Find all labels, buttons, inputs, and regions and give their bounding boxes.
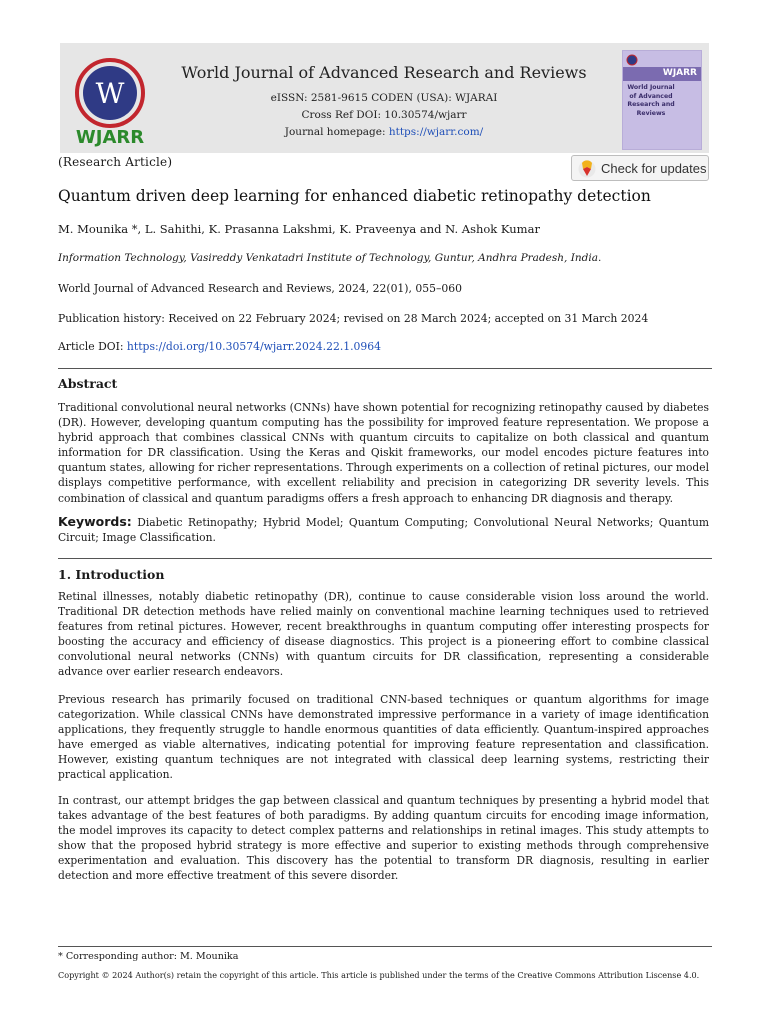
paragraph: Retinal illnesses, notably diabetic retinopathy (DR), continue to cause considerable vision loss around the world. Traditional DR detection methods have relied mainly on conventional machine learning techniques used to retrieved features from retinal pictures. However, recent breakthroughs in quantum computing offer interesting prospects for boosting the accuracy and efficiency of disease diagnostics. This project is a pioneering effort to combine classical convolutional neural networks (CNNs) with quantum circuits for DR classification, representing a considerable advance over earlier research endeavors. [58,590,709,679]
abstract-text: Traditional convolutional neural networks (CNNs) have shown potential for recognizing retinopathy caused by diabetes (DR). However, developing quantum computing has the possibility for improved feature representation. We propose a hybrid approach that combines classical CNNs with quantum circuits to capitalize on both classical and quantum information for DR classification. Using the Keras and Qiskit frameworks, our model encodes picture features into quantum states, allowing for richer representations. Through experiments on a collection of retinal pictures, our model displays competitive performance, with excellent reliability and precision in categorizing DR severity levels. This combination of classical and quantum paradigms offers a fresh approach to enhancing DR diagnosis and therapy. [58,401,709,505]
affiliation: Information Technology, Vasireddy Venkatadri Institute of Technology, Guntur, Andhra Pradesh, India. [58,252,602,264]
divider [58,368,712,369]
homepage-label: Journal homepage: [284,126,389,138]
check-for-updates-label: Check for updates [601,161,707,176]
issn-line: eISSN: 2581-9615 CODEN (USA): WJARAI [270,92,498,104]
logo-letter: W [95,77,125,110]
cover-acronym: WJARR [662,68,697,78]
keywords [58,514,709,545]
check-for-updates-button[interactable] [571,155,709,181]
corresponding-author: * Corresponding author: M. Mounika [58,951,239,962]
paragraph: In contrast, our attempt bridges the gap between classical and quantum techniques by presenting a hybrid model that takes advantage of the best features of both paradigms. By adding quantum circuits for encoding image information, the model improves its capacity to detect complex patterns and relationships in retinal images. This study attempts to show that the proposed hybrid strategy is more effective and superior to existing methods through comprehensive experimentation and evaluation. This discovery has the potential to transform DR diagnosis, resulting in earlier detection and more effective treatment of this severe disorder. [58,794,709,883]
journal-cover [622,50,702,150]
abstract-heading: Abstract [58,376,118,391]
keywords-label: Keywords: [58,514,132,529]
paragraph: Previous research has primarily focused on traditional CNN-based techniques or quantum algorithms for image categorization. While classical CNNs have demonstrated impressive performance in a variety of image identification applications, they frequently struggle to handle enormous quantities of data efficiently. Quantum-inspired approaches have emerged as viable alternatives, indicating potential for improving feature representation and classification. However, existing quantum techniques are not integrated with classical deep learning systems, restricting their practical application. [58,693,709,782]
logo-text: WJARR [75,127,145,147]
authors: M. Mounika *, L. Sahithi, K. Prasanna Lakshmi, K. Praveenya and N. Ashok Kumar [58,222,540,236]
citation: World Journal of Advanced Research and Reviews, 2024, 22(01), 055–060 [58,282,462,295]
article-doi [58,340,381,353]
homepage-link[interactable]: https://wjarr.com/ [388,126,484,138]
paper-title: Quantum driven deep learning for enhanced diabetic retinopathy detection [58,187,651,205]
copyright-notice: Copyright © 2024 Author(s) retain the copyright of this article. This article is published under the terms of the Creative Commons Attribution Liscense 4.0. [58,970,700,980]
bookmark-update-icon [578,160,596,178]
article-type: (Research Article) [58,155,173,169]
footnote-divider [58,946,712,947]
crossref-line: Cross Ref DOI: 10.30574/wjarr [301,109,467,121]
journal-title: World Journal of Advanced Research and Reviews [181,63,587,82]
doi-link[interactable]: https://doi.org/10.30574/wjarr.2024.22.1.0964 [126,340,382,353]
doi-label: Article DOI: [58,340,127,353]
cover-mini-logo-icon [626,54,638,66]
introduction-heading: 1. Introduction [58,567,165,582]
homepage-line [160,126,608,138]
cover-journal-name: World Journal of Advanced Research and Reviews [627,84,675,117]
wjarr-logo [68,55,152,147]
publication-history: Publication history: Received on 22 February 2024; revised on 28 March 2024; accepted on 31 March 2024 [58,312,649,325]
keywords-text: Diabetic Retinopathy; Hybrid Model; Quantum Computing; Convolutional Neural Networks; Quantum Circuit; Image Classification. [58,516,709,544]
divider [58,558,712,559]
